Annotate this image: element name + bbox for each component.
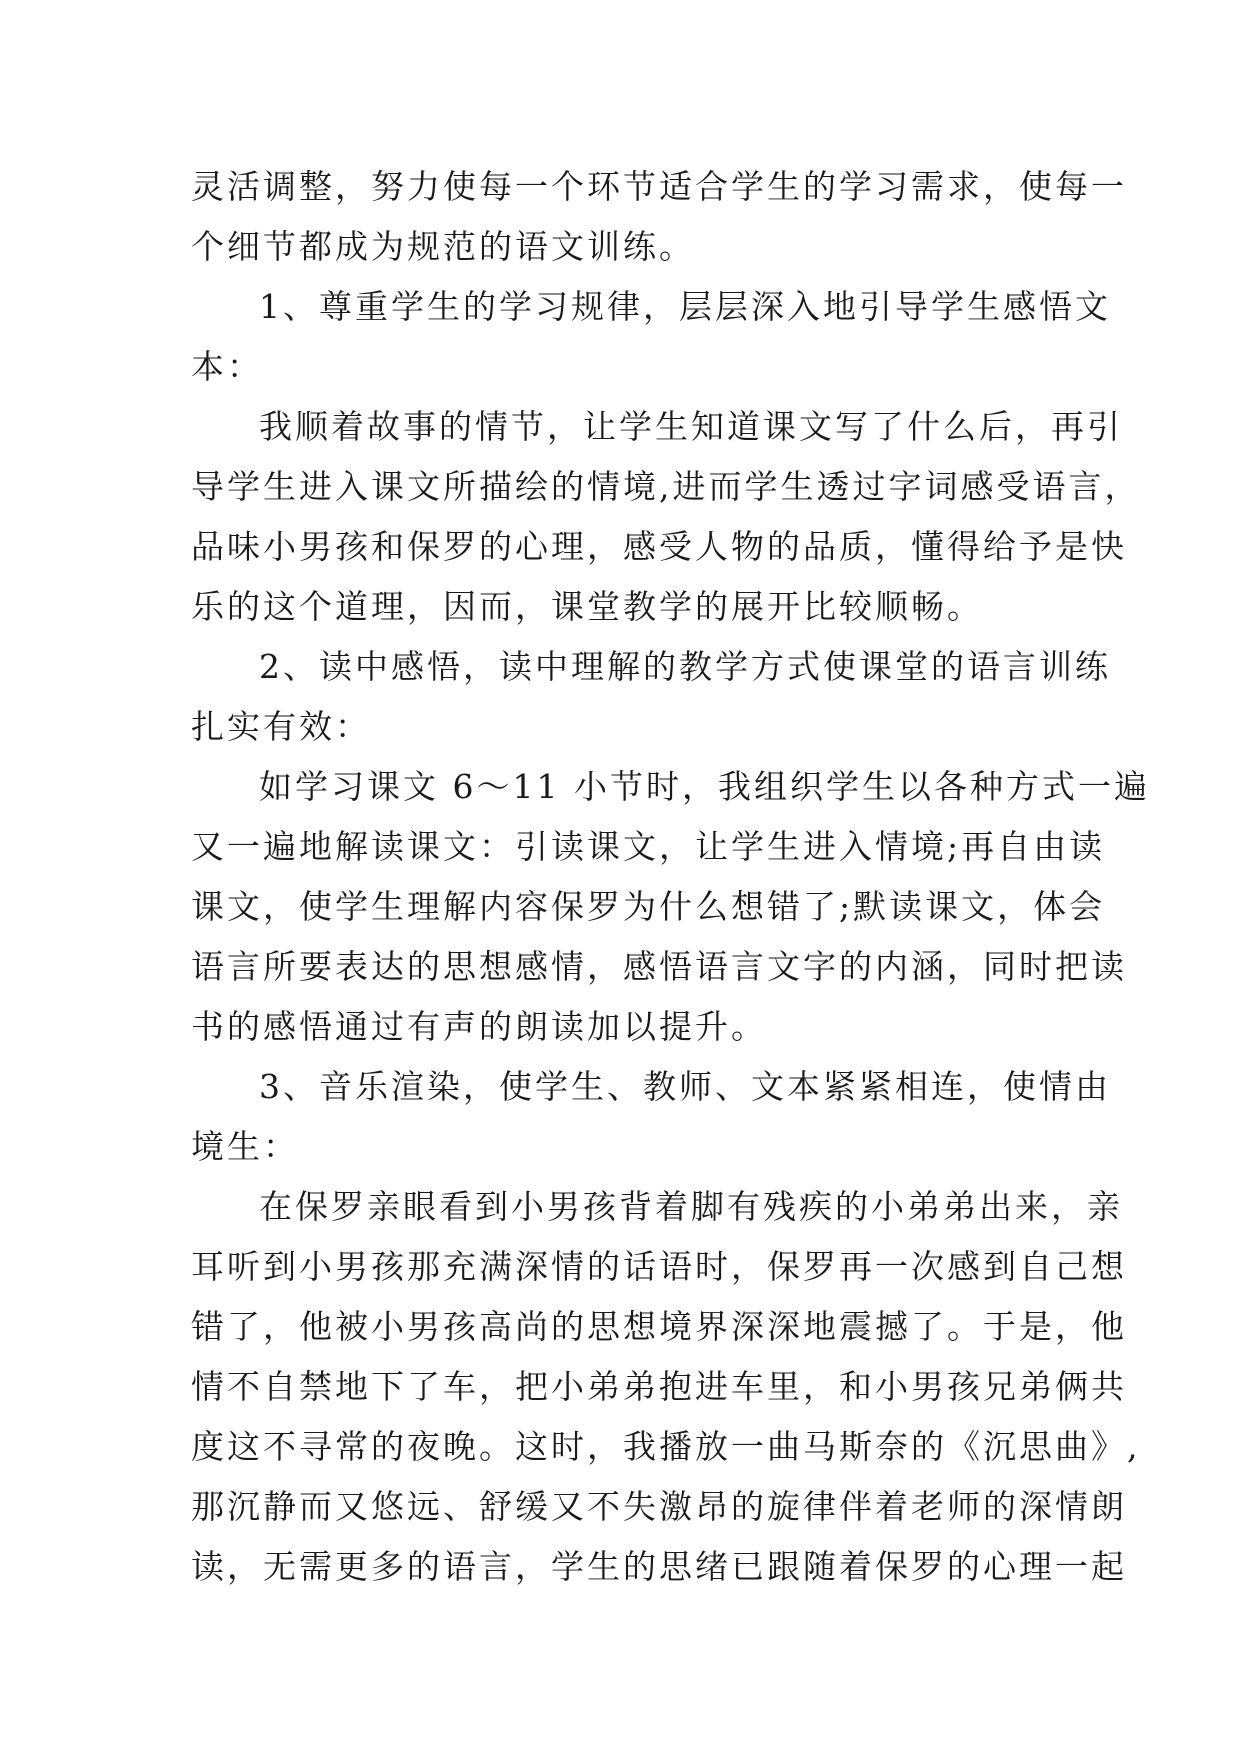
text-line: 课文，使学生理解内容保罗为什么想错了;默读课文，体会 xyxy=(191,887,1106,926)
text-line: 乐的这个道理，因而，课堂教学的展开比较顺畅。 xyxy=(191,587,983,626)
text-line: 那沉静而又悠远、舒缓又不失激昂的旋律伴着老师的深情朗 xyxy=(191,1487,1127,1526)
text-line: 又一遍地解读课文：引读课文，让学生进入情境;再自由读 xyxy=(191,827,1106,866)
text-line: 2、读中感悟，读中理解的教学方式使课堂的语言训练 xyxy=(259,647,1111,686)
text-line: 耳听到小男孩那充满深情的话语时，保罗再一次感到自己想 xyxy=(191,1247,1127,1286)
text-line: 品味小男孩和保罗的心理，感受人物的品质，懂得给予是快 xyxy=(191,527,1127,566)
body-text xyxy=(191,157,1150,1597)
text-line: 导学生进入课文所描绘的情境,进而学生透过字词感受语言， xyxy=(191,467,1141,506)
text-line: 情不自禁地下了车，把小弟弟抱进车里，和小男孩兄弟俩共 xyxy=(191,1367,1127,1406)
text-line: 读，无需更多的语言，学生的思绪已跟随着保罗的心理一起 xyxy=(191,1547,1127,1586)
text-line: 灵活调整，努力使每一个环节适合学生的学习需求，使每一 xyxy=(191,167,1127,206)
text-line: 度这不寻常的夜晚。这时，我播放一曲马斯奈的《沉思曲》, xyxy=(191,1427,1141,1466)
text-line: 本： xyxy=(191,347,263,386)
text-line: 3、音乐渲染，使学生、教师、文本紧紧相连，使情由 xyxy=(259,1067,1111,1106)
text-line: 扎实有效： xyxy=(191,707,371,746)
text-line: 在保罗亲眼看到小男孩背着脚有残疾的小弟弟出来，亲 xyxy=(259,1187,1123,1226)
text-line: 错了，他被小男孩高尚的思想境界深深地震撼了。于是，他 xyxy=(191,1307,1127,1346)
text-line: 书的感悟通过有声的朗读加以提升。 xyxy=(191,1007,767,1046)
text-line: 我顺着故事的情节，让学生知道课文写了什么后，再引 xyxy=(259,407,1123,446)
text-line: 如学习课文 6～11 小节时，我组织学生以各种方式一遍 xyxy=(259,767,1150,806)
text-line: 个细节都成为规范的语文训练。 xyxy=(191,227,695,266)
text-line: 语言所要表达的思想感情，感悟语言文字的内涵，同时把读 xyxy=(191,947,1127,986)
text-line: 1、尊重学生的学习规律，层层深入地引导学生感悟文 xyxy=(259,287,1111,326)
text-line: 境生： xyxy=(191,1127,299,1166)
